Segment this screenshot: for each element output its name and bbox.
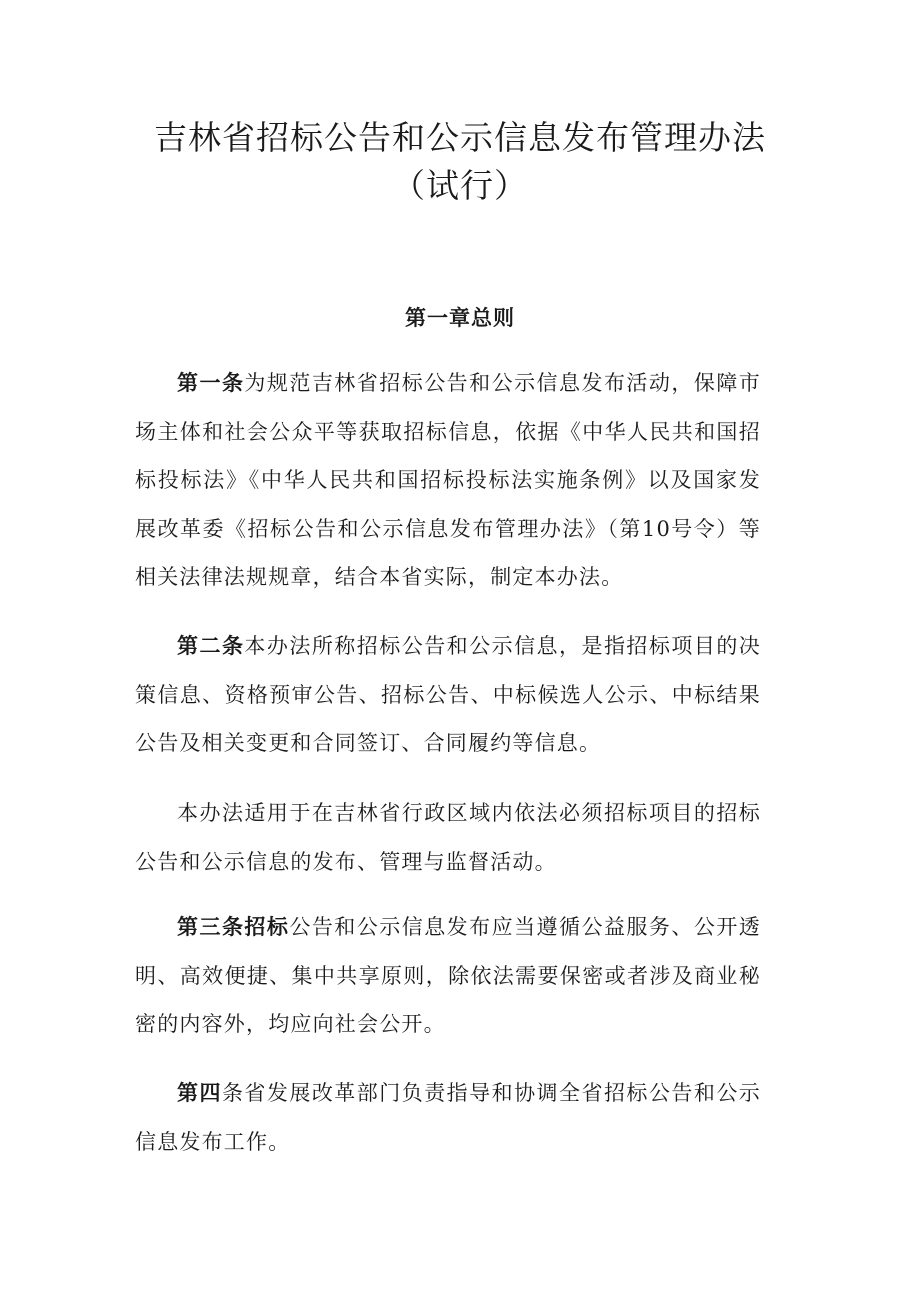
- document-subtitle: （试行）: [392, 166, 528, 205]
- article-paragraph: [135, 903, 761, 1049]
- article-label: 第一条: [177, 371, 245, 395]
- article-label: 第四: [177, 1081, 222, 1105]
- article-label: 第二条: [177, 634, 245, 658]
- article-text: 本办法所称招标公告和公示信息，是指招标项目的决策信息、资格预审公告、招标公告、中标候选人公示、中标结果公告及相关变更和合同签订、合同履约等信息。: [135, 634, 761, 755]
- article-paragraph: [135, 789, 761, 886]
- article-text: 公告和公示信息发布应当遵循公益服务、公开透明、高效便捷、集中共享原则，除依法需要保密或者涉及商业秘密的内容外，均应向社会公开。: [135, 915, 761, 1036]
- article-text: 条省发展改革部门负责指导和协调全省招标公告和公示信息发布工作。: [135, 1081, 761, 1154]
- article-paragraph: [135, 622, 761, 768]
- article-label: 第三条招标: [177, 915, 290, 939]
- article-paragraph: [135, 359, 761, 602]
- document-title: 吉林省招标公告和公示信息发布管理办法: [154, 118, 766, 157]
- article-paragraph: [135, 1069, 761, 1166]
- chapter-heading: 第一章总则: [405, 306, 515, 330]
- article-text: 本办法适用于在吉林省行政区域内依法必须招标项目的招标公告和公示信息的发布、管理与监督活动。: [135, 801, 761, 874]
- article-text: 为规范吉林省招标公告和公示信息发布活动，保障市场主体和社会公众平等获取招标信息，依据《中华人民共和国招标投标法》《中华人民共和国招标投标法实施条例》以及国家发展改革委《招标公告和公示信息发布管理办法》（第10号令）等相关法律法规规章，结合本省实际，制定本办法。: [135, 371, 761, 589]
